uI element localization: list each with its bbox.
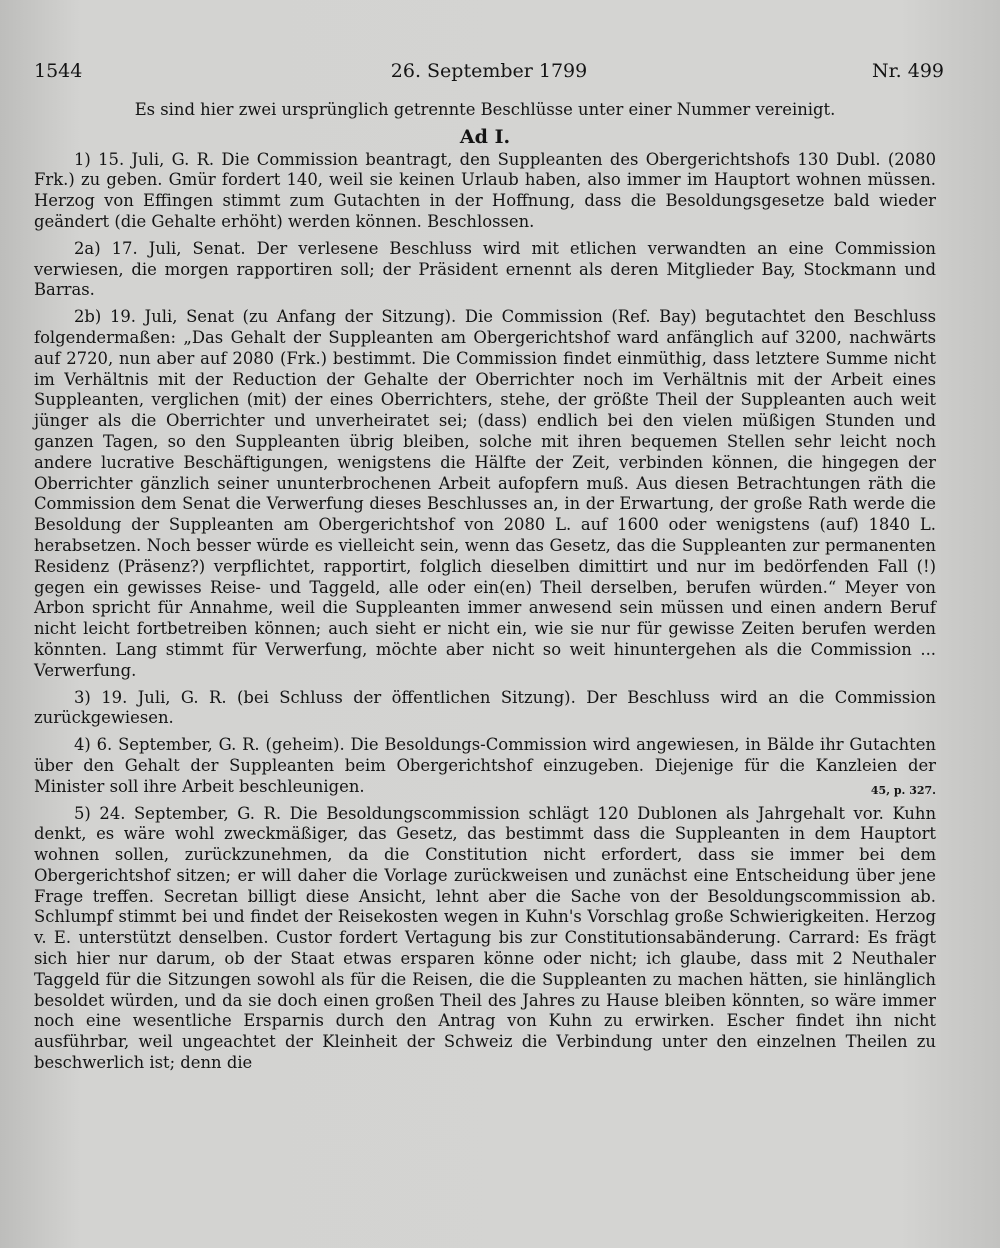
paragraph-2b: 2b) 19. Juli, Senat (zu Anfang der Sitzung). Die Commission (Ref. Bay) begutachtet den Beschluss folgendermaßen: „Das Gehalt der Suppleanten am Obergerichtshof ward anfänglich auf 3200, nachwärts auf 2720, nun aber auf 2080 (Frk.) bestimmt. Die Commission findet einmüthig, dass letztere Summe nicht im Verhältnis mit der Reduction der Gehalte der Oberrichter noch im Verhältnis mit der Arbeit eines Suppleanten, verglichen (mit) der eines Oberrichters, stehe, der größte Theil der Suppleanten auch weit jünger als die Oberrichter und unverheiratet sei; (dass) endlich bei den vielen müßigen Stunden und ganzen Tagen, so den Suppleanten übrig bleiben, solche mit ihren bequemen Stellen sehr leicht noch andere lucrative Beschäftigungen, wenigstens die Hälfte der Zeit, verbinden können, die hingegen der Oberrichter gänzlich seiner ununterbrochenen Arbeit aufopfern muß. Aus diesen Betrachtungen räth die Commission dem Senat die Verwerfung dieses Beschlusses an, in der Erwartung, der große Rath werde die Besoldung der Suppleanten am Obergerichtshof von 2080 L. auf 1600 oder wenigstens (auf) 1840 L. herabsetzen. Noch besser würde es vielleicht sein, wenn das Gesetz, das die Suppleanten zur permanenten Residenz (Präsenz?) verpflichtet, rapportirt, folglich dieselben dimittirt und nur im bedörfenden Fall (!) gegen ein gewisses Reise- und Taggeld, alle oder ein(en) Theil derselben, berufen würden.“ Meyer von Arbon spricht für Annahme, weil die Suppleanten immer anwesend sein müssen und einen andern Beruf nicht leicht fortbetreiben können; auch sieht er nicht ein, wie sie nur für gewisse Zeiten berufen werden könnten. Lang stimmt für Verwerfung, möchte aber nicht so weit hinuntergehen als die Commission ... Verwerfung.: [34, 307, 936, 680]
paragraph-4-text: 4) 6. September, G. R. (geheim). Die Besoldungs-Commission wird angewiesen, in Bälde ihr Gutachten über den Gehalt der Suppleanten beim Obergerichtshof einzugeben. Diejenige für die Kanzleien der Minister soll ihre Arbeit beschleunigen.: [34, 735, 936, 796]
paragraph-4: [34, 735, 936, 797]
header-date: 26. September 1799: [390, 60, 588, 82]
document-body: [34, 100, 936, 1080]
intro-note: Es sind hier zwei ursprünglich getrennte Beschlüsse unter einer Nummer vereinigt.: [134, 100, 836, 119]
page-header: [34, 60, 944, 86]
paragraph-5: 5) 24. September, G. R. Die Besoldungscommission schlägt 120 Dublonen als Jahrgehalt vor. Kuhn denkt, es wäre wohl zweckmäßiger, das Gesetz, das bestimmt dass die Suppleanten in dem Hauptort wohnen sollen, zurückzunehmen, da die Constitution nicht erfordert, dass sie immer bei dem Obergerichtshof sitzen; er will daher die Vorlage zurückweisen und zunächst eine Entscheidung über jene Frage treffen. Secretan billigt diese Ansicht, lehnt aber die Sache von der Besoldungscommission ab. Schlumpf stimmt bei und findet der Reisekosten wegen in Kuhn's Vorschlag große Schwierigkeiten. Herzog v. E. unterstützt denselben. Custor fordert Vertagung bis zur Constitutionsabänderung. Carrard: Es frägt sich hier nur darum, ob der Staat etwas ersparen könne oder nicht; ich glaube, dass mit 2 Neuthaler Taggeld für die Sitzungen sowohl als für die Reisen, die die Suppleanten zu machen hätten, sie hinlänglich besoldet würden, und da sie doch einen großen Theil des Jahres zu Hause bleiben könnten, so wäre immer noch eine wesentliche Ersparnis durch den Antrag von Kuhn zu erwirken. Escher findet ihn nicht ausführbar, weil ungeachtet der Kleinheit der Schweiz die Verbindung unter den einzelnen Theilen zu beschwerlich ist; denn die: [34, 803, 936, 1073]
page-number: 1544: [34, 60, 83, 82]
paragraph-3: 3) 19. Juli, G. R. (bei Schluss der öffentlichen Sitzung). Der Beschluss wird an die Commission zurückgewiesen.: [34, 687, 936, 728]
paragraph-4-block: [34, 735, 936, 803]
paragraph-2a: 2a) 17. Juli, Senat. Der verlesene Beschluss wird mit etlichen verwandten an eine Commission verwiesen, die morgen rapportiren soll; der Präsident ernennt als deren Mitglieder Bay, Stockmann und Barras.: [34, 238, 936, 300]
document-number: Nr. 499: [872, 60, 944, 82]
section-heading: Ad I.: [459, 125, 511, 148]
paragraph-1: 1) 15. Juli, G. R. Die Commission beantragt, den Suppleanten des Obergerichtshofs 130 Dubl. (2080 Frk.) zu geben. Gmür fordert 140, weil sie keinen Urlaub haben, also immer im Hauptort wohnen müssen. Herzog von Effingen stimmt zum Gutachten in der Hoffnung, dass die Besoldungsgesetze bald wieder geändert (die Gehalte erhöht) werden können. Beschlossen.: [34, 149, 936, 231]
reference-note: 45, p. 327.: [870, 783, 936, 797]
